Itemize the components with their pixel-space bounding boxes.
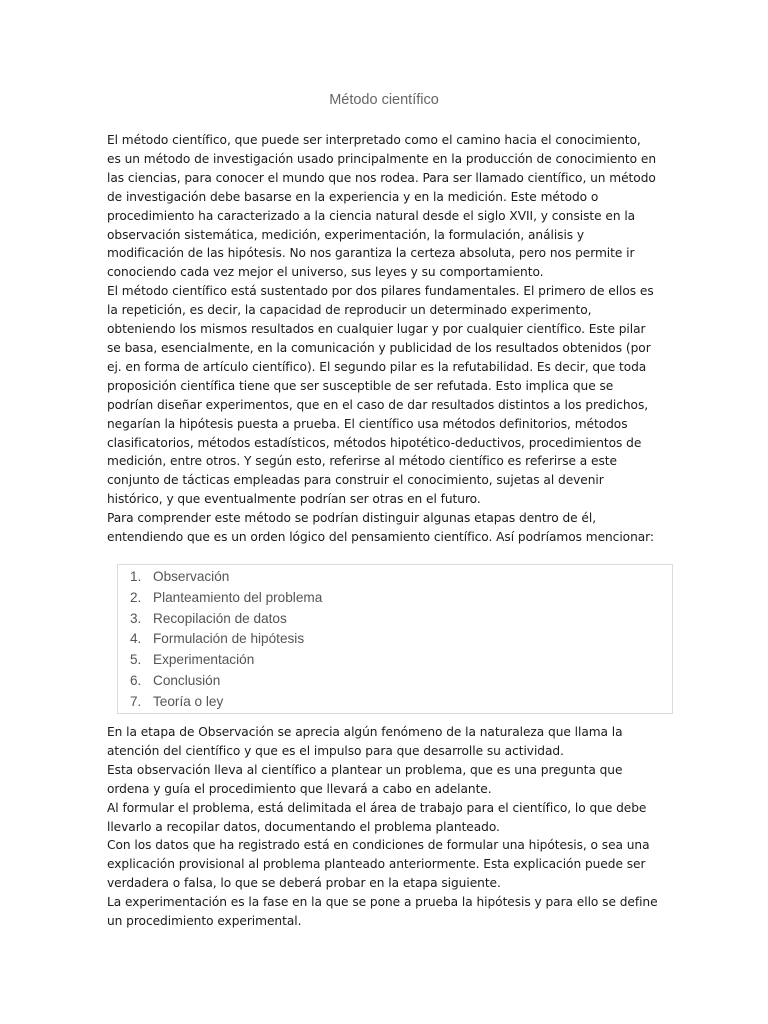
text-line: clasificatorios, métodos estadísticos, métodos hipotético-deductivos, procedimientos de [107,435,642,450]
list-item-number: 1. [130,569,142,584]
explanation-text-block [107,723,667,931]
text-line: entendiendo que es un orden lógico del pensamiento científico. Así podríamos mencionar: [107,530,654,545]
text-line: verdadera o falsa, lo que se deberá probar en la etapa siguiente. [107,876,501,891]
text-line: obteniendo los mismos resultados en cualquier lugar y por cualquier científico. Este pilar [107,322,646,337]
list-item-number: 3. [130,610,142,626]
text-line: ordena y guía el procedimiento que llevará a cabo en adelante. [107,781,492,796]
steps-list [118,565,672,713]
text-line: medición, entre otros. Y según esto, referirse al método científico es referirse a este [107,454,617,469]
text-line: ej. en forma de artículo científico). El segundo pilar es la refutabilidad. Es decir, que toda [107,359,647,374]
text-line: podrían diseñar experimentos, que en el caso de dar resultados distintos a los predichos, [107,397,649,412]
list-item-number: 7. [130,693,142,709]
text-line: de investigación debe basarse en la experiencia y en la medición. Este método o [107,189,599,204]
text-line: se basa, esencialmente, en la comunicación y publicidad de los resultados obtenidos (por [107,340,651,355]
list-item [130,650,672,671]
text-line: llevarlo a recopilar datos, documentando el problema planteado. [107,819,500,834]
text-line: las ciencias, para conocer el mundo que nos rodea. Para ser llamado científico, un método [107,170,656,185]
text-line: El método científico está sustentado por dos pilares fundamentales. El primero de ellos es [107,284,654,299]
text-line: Con los datos que ha registrado está en condiciones de formular una hipótesis, o sea una [107,838,650,853]
list-item [130,588,672,609]
text-line: observación sistemática, medición, experimentación, la formulación, análisis y [107,227,585,242]
text-line: modificación de las hipótesis. No nos garantiza la certeza absoluta, pero nos permite ir [107,246,635,261]
text-line: atención del científico y que es el impulso para que desarrolle su actividad. [107,743,564,758]
text-line: la repetición, es decir, la capacidad de reproducir un determinado experimento, [107,303,592,318]
text-line: procedimiento ha caracterizado a la ciencia natural desde el siglo XVII, y consiste en la [107,208,636,223]
list-item [130,671,672,692]
intro-text-block [107,131,667,547]
text-line: Esta observación lleva al científico a plantear un problema, que es una pregunta que [107,762,623,777]
list-item-number: 2. [130,589,142,605]
text-line: El método científico, que puede ser interpretado como el camino hacia el conocimiento, [107,133,641,147]
list-item-label: Experimentación [153,652,255,668]
text-line: conociendo cada vez mejor el universo, sus leyes y su comportamiento. [107,265,544,280]
list-item-label: Conclusión [153,672,221,688]
list-item-label: Teoría o ley [153,693,224,709]
text-line: negarían la hipótesis puesta a prueba. El científico usa métodos definitorios, métodos [107,416,628,431]
list-item-label: Recopilación de datos [153,610,287,626]
text-line: La experimentación es la fase en la que se pone a prueba la hipótesis y para ello se define [107,895,658,910]
text-line: Para comprender este método se podrían distinguir algunas etapas dentro de él, [107,511,597,526]
list-item-label: Formulación de hipótesis [153,631,305,647]
text-line: Al formular el problema, está delimitada el área de trabajo para el científico, lo que debe [107,800,647,815]
text-line: histórico, y que eventualmente podrían ser otras en el futuro. [107,492,481,507]
list-item-label: Observación [153,569,230,584]
text-line: explicación provisional al problema planteado anteriormente. Esta explicación puede ser [107,857,646,872]
list-item [130,609,672,630]
text-line: es un método de investigación usado principalmente en la producción de conocimiento en [107,151,657,166]
text-line: proposición científica tiene que ser susceptible de ser refutada. Esto implica que se [107,378,614,393]
text-line: conjunto de tácticas empleadas para construir el conocimiento, sujetas al devenir [107,473,604,488]
list-item-number: 6. [130,672,142,688]
list-item-number: 5. [130,652,142,668]
list-item [130,692,672,713]
list-item-label: Planteamiento del problema [153,589,323,605]
list-item [130,567,672,588]
text-line: un procedimiento experimental. [107,914,302,929]
steps-list-box [117,564,673,714]
list-item [130,629,672,650]
page-title: Método científico [329,92,439,108]
list-item-number: 4. [130,631,142,647]
text-line: En la etapa de Observación se aprecia algún fenómeno de la naturaleza que llama la [107,725,623,739]
